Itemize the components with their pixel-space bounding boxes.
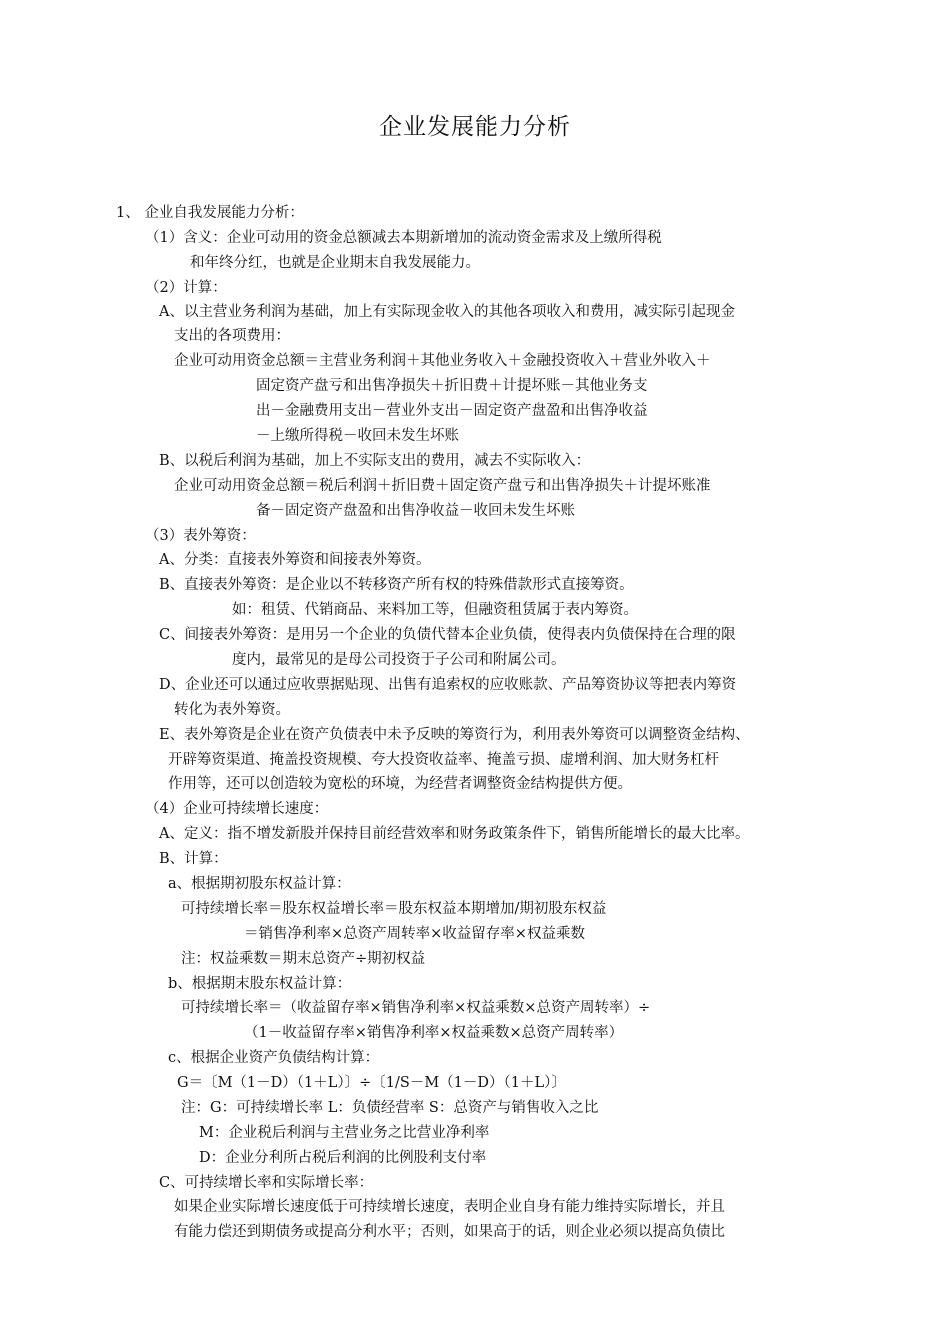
note-line: D：企业分利所占税后利润的比例股利支付率: [199, 1150, 487, 1166]
text-line: B、直接表外筹资：是企业以不转移资产所有权的特殊借款形式直接筹资。: [159, 577, 634, 593]
text-line: D、企业还可以通过应收票据贴现、出售有追索权的应收账款、产品筹资协议等把表内筹资: [159, 677, 737, 693]
text-line: B、以税后利润为基础，加上不实际支出的费用，减去不实际收入：: [159, 453, 591, 469]
text-line: 和年终分红，也就是企业期末自我发展能力。: [190, 255, 480, 271]
formula-line: 企业可动用资金总额＝税后利润＋折旧费＋固定资产盘亏和出售净损失＋计提坏账准: [174, 478, 711, 494]
text-line: a、根据期初股东权益计算：: [168, 876, 351, 892]
formula-line: 出－金融费用支出－营业外支出－固定资产盘盈和出售净收益: [256, 403, 648, 419]
text-line: 转化为表外筹资。: [174, 702, 290, 718]
text-line: 有能力偿还到期债务或提高分利水平；否则，如果高于的话，则企业必须以提高负债比: [174, 1224, 725, 1240]
formula-line: 备－固定资产盘盈和出售净收益－收回未发生坏账: [256, 503, 575, 519]
formula-line: 企业可动用资金总额＝主营业务利润＋其他业务收入＋金融投资收入＋营业外收入＋: [174, 353, 711, 369]
text-line: b、根据期末股东权益计算：: [168, 976, 352, 992]
text-line: （3）表外筹资：: [145, 528, 256, 544]
formula-line: （1－收益留存率×销售净利率×权益乘数×总资产周转率）: [244, 1025, 624, 1041]
text-line: 作用等，还可以创造较为宽松的环境，为经营者调整资金结构提供方便。: [168, 776, 632, 792]
text-line: C、可持续增长率和实际增长率：: [159, 1175, 374, 1191]
formula-line: 固定资产盘亏和出售净损失＋折旧费＋计提坏账－其他业务支: [256, 378, 648, 394]
text-line: C、间接表外筹资：是用另一个企业的负债代替本企业负债，使得表内负债保持在合理的限: [159, 627, 736, 643]
text-line: （2）计算：: [145, 280, 227, 296]
note-line: 注：G：可持续增长率 L：负债经营率 S：总资产与销售收入之比: [181, 1100, 599, 1116]
formula-line: ＝销售净利率×总资产周转率×收益留存率×权益乘数: [244, 926, 585, 942]
text-line: B、计算：: [159, 851, 228, 867]
formula-line: 可持续增长率＝股东权益增长率＝股东权益本期增加/期初股东权益: [181, 901, 607, 917]
text-line: 如：租赁、代销商品、来料加工等，但融资租赁属于表内筹资。: [232, 602, 638, 618]
text-line: E、表外筹资是企业在资产负债表中未予反映的筹资行为，利用表外筹资可以调整资金结构、: [159, 727, 750, 743]
note-line: 注：权益乘数＝期末总资产÷期初权益: [181, 951, 426, 967]
formula-line: G＝〔M（1－D）（1＋L）〕÷〔1/S－M（1－D）（1＋L）〕: [177, 1075, 566, 1091]
text-line: 度内，最常见的是母公司投资于子公司和附属公司。: [232, 652, 566, 668]
text-line: A、分类：直接表外筹资和间接表外筹资。: [159, 552, 431, 568]
text-line: （4）企业可持续增长速度：: [145, 801, 329, 817]
text-line: 支出的各项费用：: [174, 328, 290, 344]
page-title: 企业发展能力分析: [379, 114, 571, 140]
text-line: 开辟筹资渠道、掩盖投资规模、夸大投资收益率、掩盖亏损、虚增利润、加大财务杠杆: [168, 752, 719, 768]
formula-line: －上缴所得税－收回未发生坏账: [256, 428, 459, 444]
note-line: M：企业税后利润与主营业务之比营业净利率: [199, 1125, 490, 1141]
text-line: （1）含义：企业可动用的资金总额减去本期新增加的流动资金需求及上缴所得税: [145, 230, 662, 246]
text-line: c、根据企业资产负债结构计算：: [168, 1050, 380, 1066]
text-line: 如果企业实际增长速度低于可持续增长速度，表明企业自身有能力维持实际增长，并且: [174, 1199, 725, 1215]
section-heading: 1、 企业自我发展能力分析：: [116, 205, 304, 221]
formula-line: 可持续增长率＝（收益留存率×销售净利率×权益乘数×总资产周转率）÷: [181, 1000, 651, 1016]
text-line: A、定义：指不增发新股并保持目前经营效率和财务政策条件下，销售所能增长的最大比率。: [159, 826, 750, 842]
text-line: A、以主营业务利润为基础，加上有实际现金收入的其他各项收入和费用，减实际引起现金: [159, 304, 735, 320]
